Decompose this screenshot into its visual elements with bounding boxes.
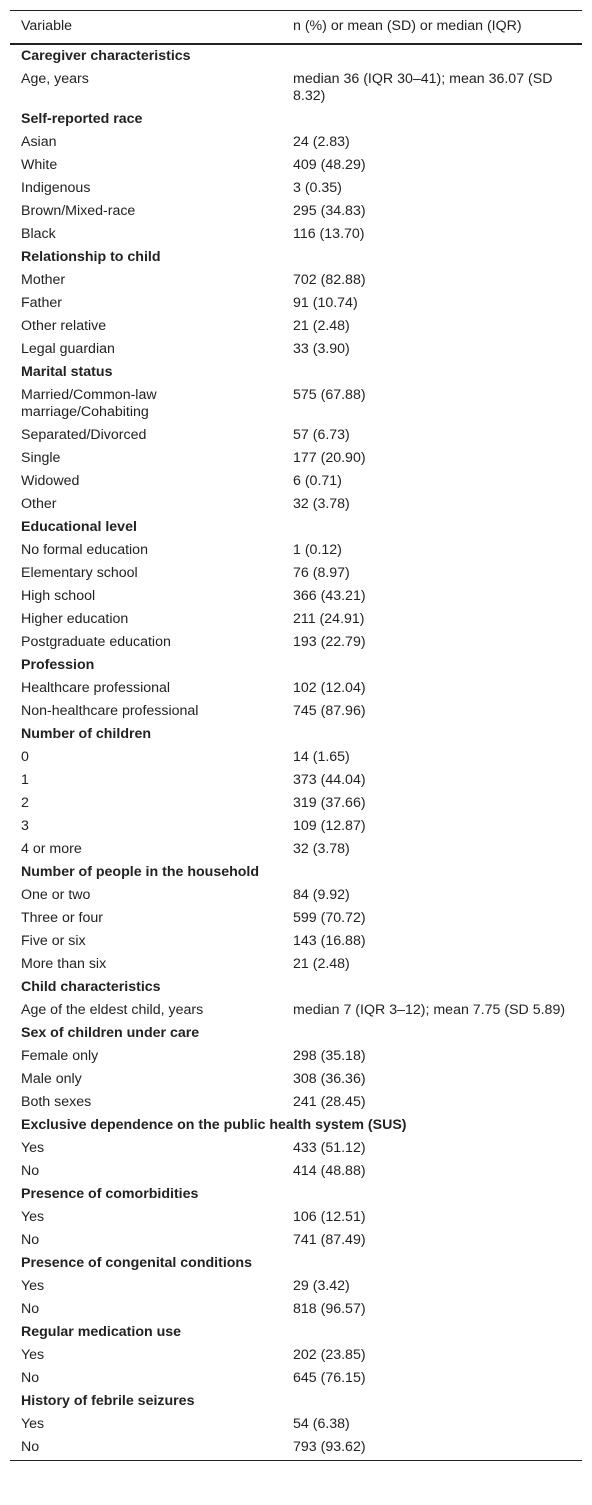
table-row <box>10 562 582 585</box>
characteristics-table <box>10 10 582 1461</box>
variable-label: Healthcare professional <box>21 679 171 696</box>
table-row <box>10 953 582 976</box>
table-row <box>10 1206 582 1229</box>
section-label: History of febrile seizures <box>21 1392 195 1409</box>
section-label: Sex of children under care <box>21 1024 200 1041</box>
section-header-row <box>10 361 582 384</box>
section-header-row <box>10 1321 582 1344</box>
table-row <box>10 585 582 608</box>
variable-label: Both sexes <box>21 1093 92 1110</box>
variable-label: Legal guardian <box>21 340 115 357</box>
variable-label: No <box>21 1231 40 1248</box>
variable-label: No <box>21 1369 40 1386</box>
statistic-value: 702 (82.88) <box>293 271 366 288</box>
table-row <box>10 1137 582 1160</box>
table-row <box>10 1298 582 1321</box>
section-header-row <box>10 976 582 999</box>
variable-label: Other relative <box>21 317 107 334</box>
table-row <box>10 177 582 200</box>
statistic-value: 741 (87.49) <box>293 1231 366 1248</box>
variable-label: Separated/Divorced <box>21 426 147 443</box>
variable-label: More than six <box>21 955 107 972</box>
section-label: Number of children <box>21 725 152 742</box>
variable-label: Non-healthcare professional <box>21 702 199 719</box>
variable-label: Single <box>21 449 61 466</box>
statistic-value: 575 (67.88) <box>293 386 366 403</box>
statistic-value: 793 (93.62) <box>282 1436 582 1461</box>
table-row <box>10 154 582 177</box>
table-row <box>10 999 582 1022</box>
section-label: Regular medication use <box>21 1323 182 1340</box>
variable-label: Elementary school <box>21 564 138 581</box>
variable-label: Mother <box>21 271 66 288</box>
table-row <box>10 200 582 223</box>
statistic-value: 414 (48.88) <box>293 1162 366 1179</box>
table-row <box>10 424 582 447</box>
table-row <box>10 493 582 516</box>
variable-label: 3 <box>21 817 29 834</box>
section-label: Marital status <box>21 363 113 380</box>
statistic-value: 193 (22.79) <box>293 633 366 650</box>
section-label: Presence of congenital conditions <box>21 1254 252 1271</box>
variable-label: Black <box>21 225 56 242</box>
statistic-value: 21 (2.48) <box>293 955 350 972</box>
table-row <box>10 315 582 338</box>
variable-label: 0 <box>21 748 29 765</box>
table-row <box>10 384 582 424</box>
table-row <box>10 223 582 246</box>
variable-label: 2 <box>21 794 29 811</box>
variable-label: Male only <box>21 1070 82 1087</box>
variable-label: No <box>21 1300 40 1317</box>
statistic-value: 54 (6.38) <box>293 1415 350 1432</box>
section-label: Educational level <box>21 518 137 535</box>
table-row <box>10 1229 582 1252</box>
section-label: Exclusive dependence on the public health system (SUS) <box>21 1116 407 1133</box>
variable-label: 1 <box>21 771 29 788</box>
variable-label: Yes <box>21 1208 45 1225</box>
statistic-value: 102 (12.04) <box>293 679 366 696</box>
statistic-value: 1 (0.12) <box>293 541 342 558</box>
statistic-value: 57 (6.73) <box>293 426 350 443</box>
section-label: Relationship to child <box>21 248 161 265</box>
variable-label: No <box>21 1162 40 1179</box>
variable-label: Indigenous <box>21 179 91 196</box>
statistic-value: 91 (10.74) <box>293 294 358 311</box>
variable-label: Three or four <box>21 909 104 926</box>
variable-label: Yes <box>21 1139 45 1156</box>
variable-label: High school <box>21 587 96 604</box>
section-label: Child characteristics <box>21 978 161 995</box>
variable-label: Female only <box>21 1047 99 1064</box>
table-row <box>10 769 582 792</box>
section-label: Profession <box>21 656 95 673</box>
table-row <box>10 631 582 654</box>
statistic-value: 6 (0.71) <box>293 472 342 489</box>
variable-label: Yes <box>21 1415 45 1432</box>
table-row <box>10 447 582 470</box>
section-header-row <box>10 723 582 746</box>
statistic-value: 14 (1.65) <box>293 748 350 765</box>
statistic-value: 32 (3.78) <box>293 840 350 857</box>
statistic-value: 84 (9.92) <box>293 886 350 903</box>
statistic-value: 433 (51.12) <box>293 1139 366 1156</box>
statistic-value: 295 (34.83) <box>293 202 366 219</box>
table-row <box>10 1275 582 1298</box>
statistic-value: 109 (12.87) <box>293 817 366 834</box>
variable-label: No <box>10 1436 282 1461</box>
table-row <box>10 68 582 108</box>
table-row <box>10 746 582 769</box>
section-header-row <box>10 44 582 68</box>
variable-label: One or two <box>21 886 91 903</box>
variable-label: No formal education <box>21 541 148 558</box>
variable-label: Married/Common-law marriage/Cohabiting <box>21 386 157 420</box>
table-row <box>10 677 582 700</box>
variable-label: Widowed <box>21 472 80 489</box>
section-header-row <box>10 1022 582 1045</box>
variable-label: Five or six <box>21 932 86 949</box>
section-header-row <box>10 516 582 539</box>
variable-label: Yes <box>21 1346 45 1363</box>
header-statistic: n (%) or mean (SD) or median (IQR) <box>282 11 582 44</box>
section-label: Number of people in the household <box>21 863 260 880</box>
variable-label: Postgraduate education <box>21 633 171 650</box>
section-header-row <box>10 108 582 131</box>
header-variable: Variable <box>10 11 282 44</box>
section-label: Caregiver characteristics <box>21 47 191 64</box>
table-row <box>10 1160 582 1183</box>
statistic-value: 366 (43.21) <box>293 587 366 604</box>
section-header-row <box>10 246 582 269</box>
table-row <box>10 815 582 838</box>
table-row <box>10 838 582 861</box>
statistic-value: 3 (0.35) <box>293 179 342 196</box>
statistic-value: 32 (3.78) <box>293 495 350 512</box>
statistic-value: median 7 (IQR 3–12); mean 7.75 (SD 5.89) <box>293 1001 566 1018</box>
table-row <box>10 1091 582 1114</box>
table-row <box>10 1344 582 1367</box>
statistic-value: 116 (13.70) <box>293 225 365 242</box>
variable-label: Brown/Mixed-race <box>21 202 136 219</box>
table-row <box>10 470 582 493</box>
statistic-value: 24 (2.83) <box>293 133 350 150</box>
statistic-value: 29 (3.42) <box>293 1277 350 1294</box>
table-row <box>10 539 582 562</box>
statistic-value: 645 (76.15) <box>293 1369 366 1386</box>
statistic-value: 143 (16.88) <box>293 932 366 949</box>
table-row <box>10 1436 582 1461</box>
section-header-row <box>10 1390 582 1413</box>
variable-label: Yes <box>21 1277 45 1294</box>
table-row <box>10 907 582 930</box>
table-row <box>10 269 582 292</box>
table-row <box>10 792 582 815</box>
header-row <box>10 11 582 44</box>
statistic-value: median 36 (IQR 30–41); mean 36.07 (SD 8.32) <box>293 70 553 104</box>
section-header-row <box>10 1114 582 1137</box>
table-row <box>10 930 582 953</box>
variable-label: Higher education <box>21 610 129 627</box>
table-row <box>10 1045 582 1068</box>
variable-label: 4 or more <box>21 840 82 857</box>
table-row <box>10 292 582 315</box>
statistic-value: 177 (20.90) <box>293 449 366 466</box>
section-header-row <box>10 1183 582 1206</box>
variable-label: Other <box>21 495 57 512</box>
table-row <box>10 700 582 723</box>
variable-label: Age of the eldest child, years <box>21 1001 204 1018</box>
variable-label: White <box>21 156 58 173</box>
table-row <box>10 1367 582 1390</box>
table-row <box>10 1068 582 1091</box>
table-row <box>10 131 582 154</box>
variable-label: Asian <box>21 133 57 150</box>
statistic-value: 409 (48.29) <box>293 156 366 173</box>
statistic-value: 76 (8.97) <box>293 564 350 581</box>
statistic-value: 298 (35.18) <box>293 1047 366 1064</box>
statistic-value: 319 (37.66) <box>293 794 366 811</box>
statistic-value: 599 (70.72) <box>293 909 366 926</box>
statistic-value: 106 (12.51) <box>293 1208 366 1225</box>
variable-label: Father <box>21 294 63 311</box>
section-header-row <box>10 861 582 884</box>
statistic-value: 308 (36.36) <box>293 1070 366 1087</box>
table-row <box>10 608 582 631</box>
table-row <box>10 1413 582 1436</box>
section-header-row <box>10 1252 582 1275</box>
statistic-value: 818 (96.57) <box>293 1300 366 1317</box>
variable-label: Age, years <box>21 70 89 87</box>
section-header-row <box>10 654 582 677</box>
table-body <box>10 44 582 1461</box>
statistic-value: 21 (2.48) <box>293 317 350 334</box>
statistic-value: 202 (23.85) <box>293 1346 366 1363</box>
section-label: Self-reported race <box>21 110 143 127</box>
statistic-value: 241 (28.45) <box>293 1093 366 1110</box>
statistic-value: 33 (3.90) <box>293 340 350 357</box>
statistic-value: 211 (24.91) <box>293 610 365 627</box>
statistic-value: 373 (44.04) <box>293 771 366 788</box>
statistic-value: 745 (87.96) <box>293 702 366 719</box>
table-header <box>10 11 582 44</box>
table-row <box>10 884 582 907</box>
table-row <box>10 338 582 361</box>
section-label: Presence of comorbidities <box>21 1185 199 1202</box>
